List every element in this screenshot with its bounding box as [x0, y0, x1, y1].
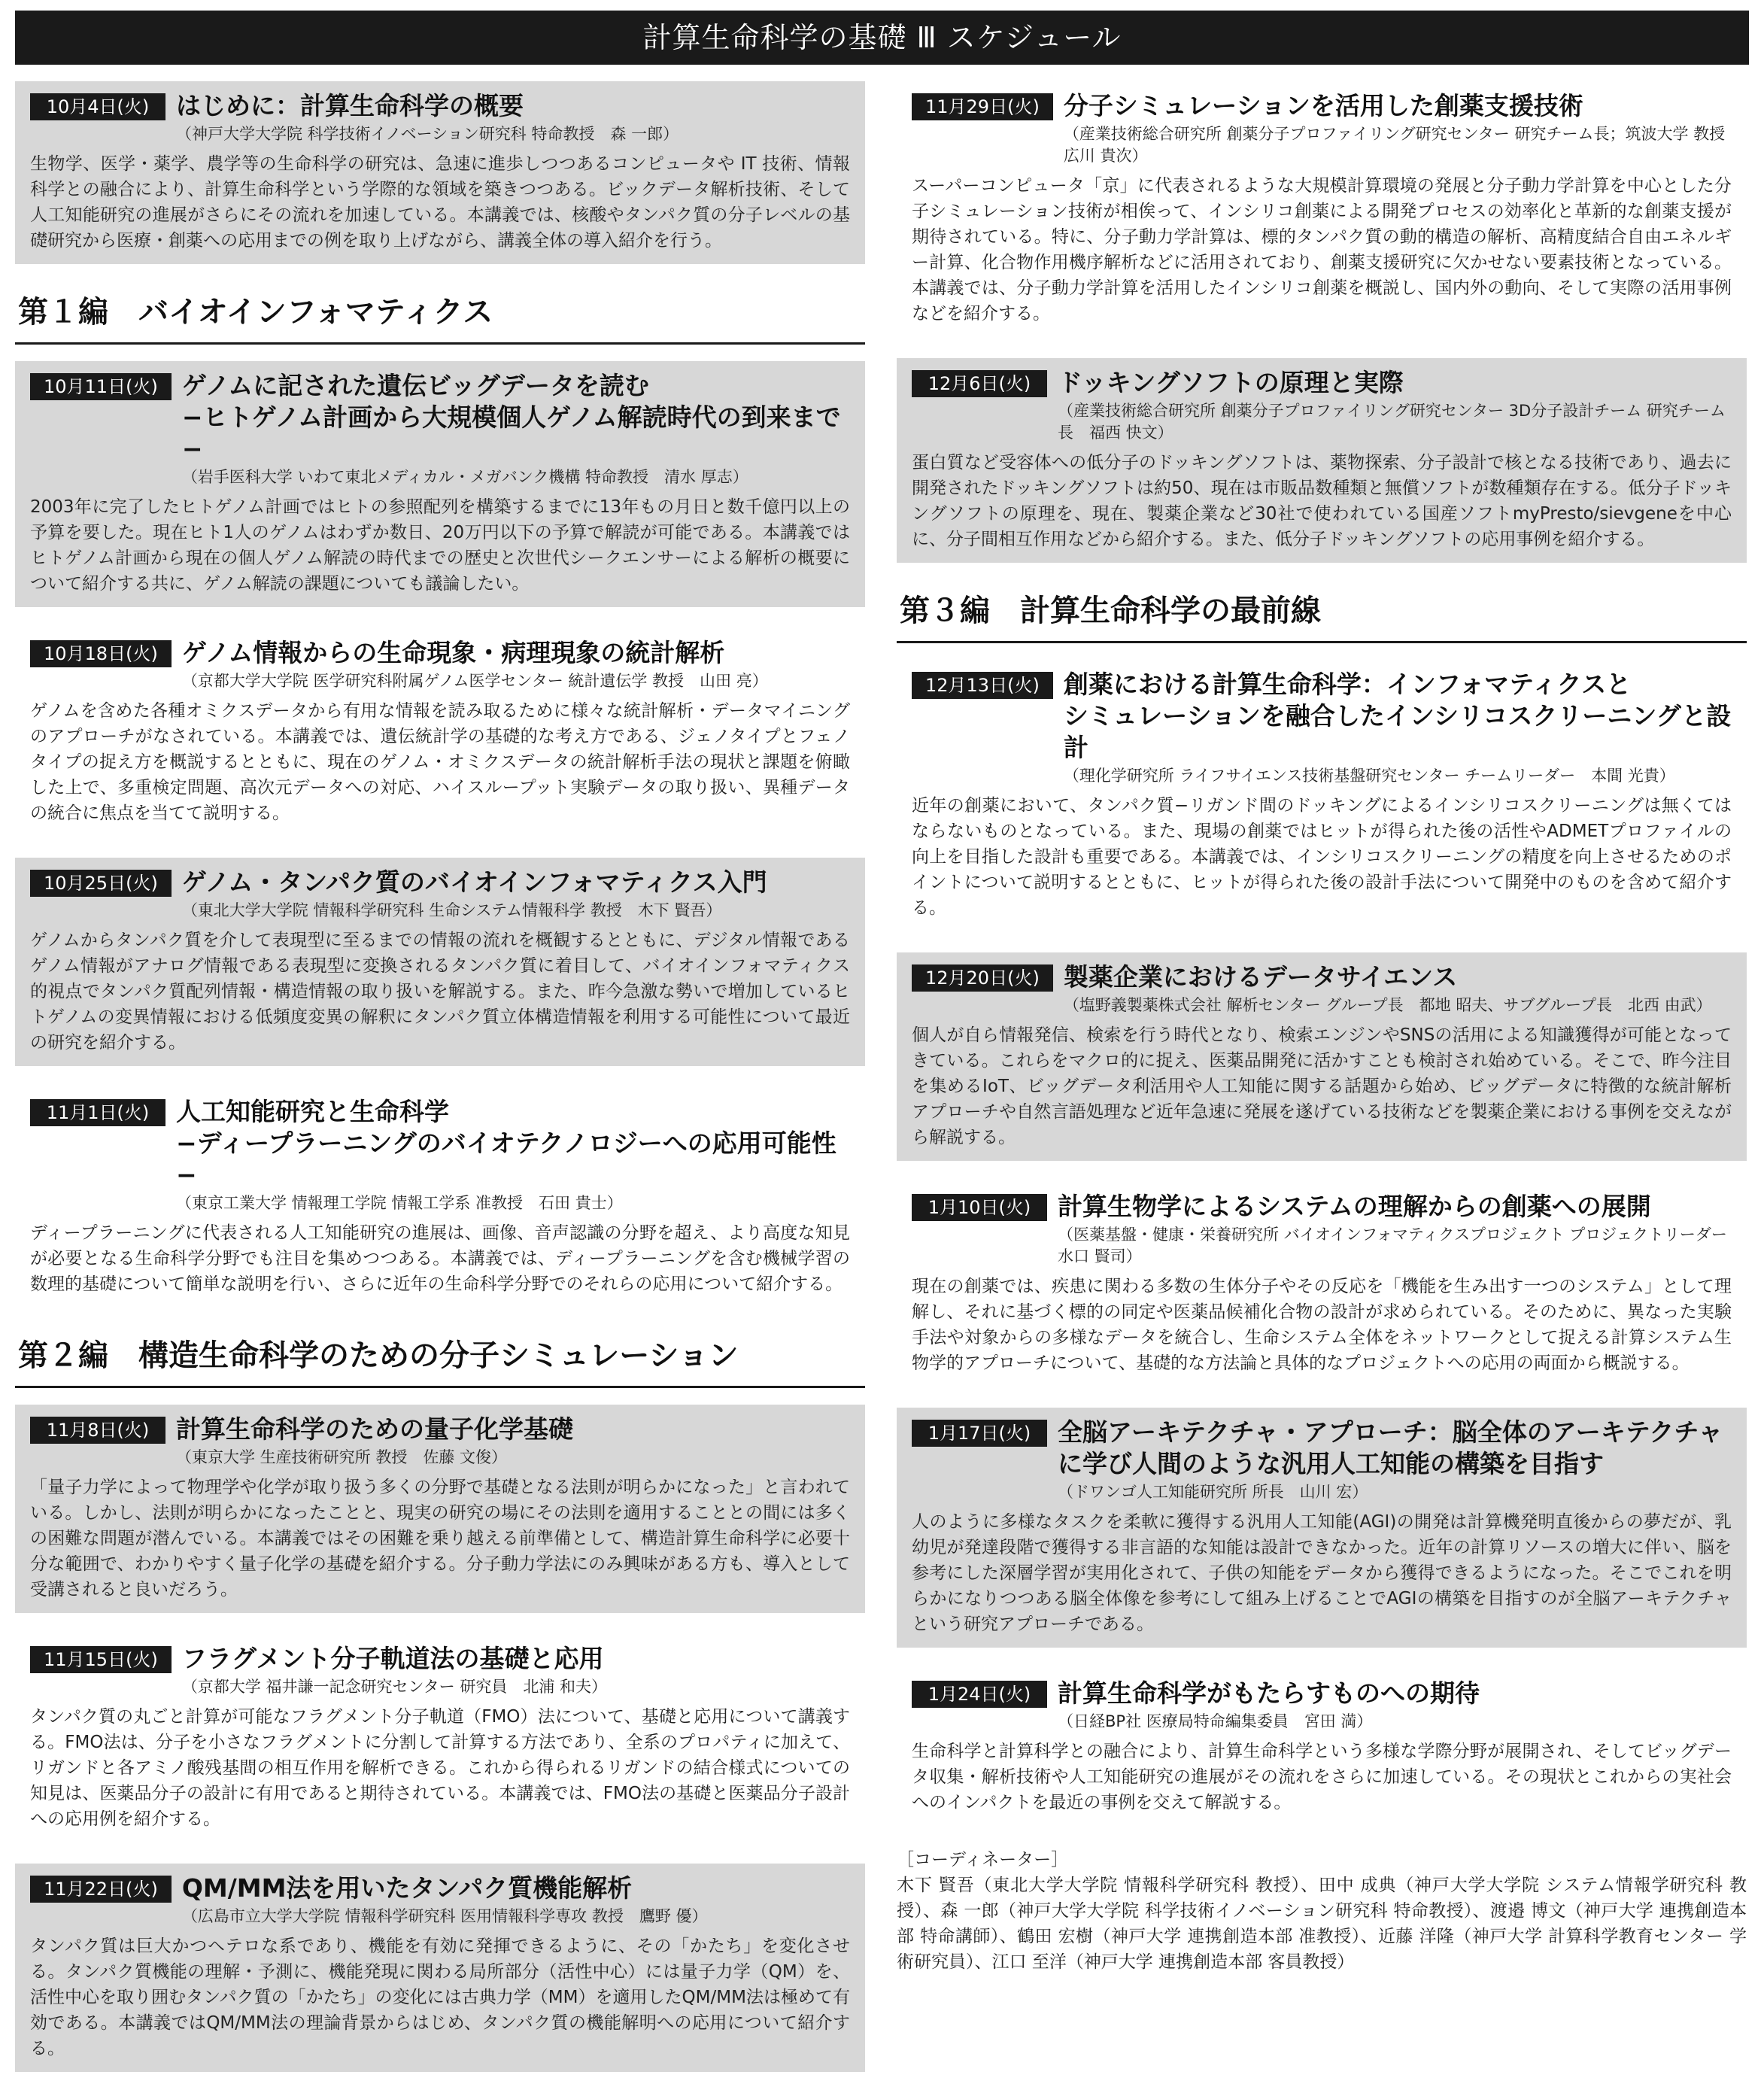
lecture-block	[897, 1408, 1747, 1648]
lecture-titles	[1058, 367, 1732, 444]
lecture-block	[15, 1634, 865, 1842]
lecture-header	[912, 669, 1732, 787]
date-badge: 12月13日(火)	[912, 672, 1053, 699]
date-badge: 1月17日(火)	[912, 1420, 1047, 1447]
lecture-titles	[1063, 90, 1741, 167]
lecturer-affiliation: （東京工業大学 情報理工学院 情報工学系 准教授 石田 貴士）	[176, 1194, 623, 1212]
lecture-subtitle: シミュレーションを融合したインシリコスクリーニングと設計	[1063, 701, 1732, 762]
lecture-title-main: 人工知能研究と生命科学	[176, 1097, 449, 1126]
lecture-block	[897, 1182, 1747, 1387]
lecture-titles	[1064, 961, 1732, 1016]
coordinator-label: ［コーディネーター］	[897, 1850, 1069, 1870]
lecturer-affiliation: （産業技術総合研究所 創薬分子プロファイリング研究センター 3D分子設計チーム 研究チーム長 福西 快文）	[1058, 402, 1726, 442]
lecturer-affiliation: （塩野義製薬株式会社 解析センター グループ長 都地 昭夫、サブグループ長 北西 由武）	[1063, 996, 1712, 1014]
date-badge: 10月11日(火)	[30, 373, 172, 400]
lecture-title	[1058, 1417, 1732, 1480]
lecture-title	[176, 90, 850, 122]
lecturer-affiliation: （医薬基盤・健康・栄養研究所 バイオインフォマティクスプロジェクト プロジェクトリーダー 水口 賢司）	[1058, 1226, 1743, 1265]
lecture-title-main: ゲノムに記された遺伝ビッグデータを読む	[181, 371, 649, 400]
date-badge: 12月20日(火)	[912, 964, 1053, 992]
lecture-header	[30, 370, 850, 488]
lecture-title	[1064, 669, 1732, 764]
lecture-block	[15, 628, 865, 837]
lecture-title	[182, 1643, 850, 1675]
date-badge: 11月22日(火)	[30, 1876, 172, 1903]
lecture-description: 個人が自ら情報発信、検索を行う時代となり、検索エンジンやSNSの活用による知識獲得が可能となってきている。これらをマクロ的に捉え、医薬品開発に活かすことも検討され始めている。そこで、昨今注目を集めるIoT、ビッグデータ利活用や人工知能に関する話題から始め、ビッグデータに特徴的な統計解析アプローチや自然言語処理など近年急速に発展を遂げている技術などを製薬企業における事例を交えながら解説する。	[912, 1025, 1732, 1147]
lecture-header	[912, 1417, 1732, 1503]
lecturer-affiliation: （日経BP社 医療局特命編集委員 宮田 満）	[1058, 1712, 1373, 1730]
lecture-block	[15, 1864, 865, 2072]
coordinator-list: 木下 賢吾（東北大学大学院 情報科学研究科 教授）、田中 成典（神戸大学大学院 システム情報学研究科 教授）、森 一郎（神戸大学大学院 科学技術イノベーション研究科 特命教授）、渡邉 博文（神戸大学 連携創造本部 特命講師）、鶴田 宏樹（神戸大学 連携創造本部 准教授）、近藤 洋隆（神戸大学 計算科学教育センター 学術研究員）、江口 至洋（神戸大学 連携創造本部 客員教授）	[897, 1876, 1747, 1972]
lecture-titles	[1058, 1191, 1743, 1268]
lecturer-affiliation: （京都大学大学院 医学研究科附属ゲノム医学センター 統計遺伝学 教授 山田 亮）	[181, 672, 768, 690]
lecture-titles	[176, 90, 850, 145]
date-badge: 10月18日(火)	[30, 640, 172, 667]
lecture-title-main: 計算生命科学がもたらすものへの期待	[1058, 1678, 1480, 1708]
lecture-header	[912, 367, 1732, 444]
lecture-title	[1058, 367, 1732, 399]
lecture-header	[912, 1191, 1743, 1268]
lecture-header	[30, 867, 850, 922]
date-badge: 11月15日(火)	[30, 1646, 172, 1673]
lecture-block	[15, 1087, 865, 1308]
lecture-title-main: 全脳アーキテクチャ・アプローチ：脳全体のアーキテクチャ	[1058, 1417, 1723, 1447]
lecture-title	[1058, 1191, 1732, 1223]
date-badge: 10月25日(火)	[30, 870, 172, 897]
date-badge: 12月6日(火)	[912, 370, 1047, 397]
lecture-description: 蛋白質など受容体への低分子のドッキングソフトは、薬物探索、分子設計で核となる技術であり、過去に開発されたドッキングソフトは約50、現在は市販品数種類と無償ソフトが数種類存在する。低分子ドッキングソフトの原理を、現在、製薬企業など30社で使われている国産ソフトmyPresto/sievgeneを中心に、分子間相互作用などから紹介する。また、低分子ドッキングソフトの応用事例を紹介する。	[912, 453, 1732, 549]
lecture-header	[30, 90, 850, 145]
lecture-header	[30, 1643, 850, 1698]
lecture-block	[15, 361, 865, 607]
lecture-title	[182, 867, 850, 898]
lecturer-affiliation: （岩手医科大学 いわて東北メディカル・メガバンク機構 特命教授 清水 厚志）	[181, 468, 748, 486]
lecture-description: 人のように多様なタスクを柔軟に獲得する汎用人工知能(AGI)の開発は計算機発明直後からの夢だが、乳幼児が発達段階で獲得する非言語的な知能は設計できなかった。近年の計算リソースの増大に伴い、脳を参考にした深層学習が実用化されて、子供の知能をデータから獲得できるようになった。そこでこれを明らかになりつつある脳全体像を参考にして組み上げることでAGIの構築を目指すのが全脳アーキテクチャという研究アプローチである。	[912, 1512, 1732, 1634]
lecture-header	[912, 1678, 1732, 1733]
lecture-title-main: はじめに：計算生命科学の概要	[176, 91, 524, 120]
left-column	[15, 81, 865, 2093]
lecture-title-main: 分子シミュレーションを活用した創薬支援技術	[1063, 91, 1583, 120]
lecture-description: ディープラーニングに代表される人工知能研究の進展は、画像、音声認識の分野を超え、より高度な知見が必要となる生命科学分野でも注目を集めつつある。本講義では、ディープラーニングを含む機械学習の数理的基礎について簡単な説明を行い、さらに近年の生命科学分野でのそれらの応用について紹介する。	[30, 1223, 850, 1294]
lecture-titles	[176, 1414, 850, 1469]
lecturer-affiliation: （東北大学大学院 情報科学研究科 生命システム情報科学 教授 木下 賢吾）	[181, 901, 722, 919]
lecture-title-main: ドッキングソフトの原理と実際	[1058, 368, 1404, 397]
lecture-description: 現在の創薬では、疾患に関わる多数の生体分子やその反応を「機能を生み出す一つのシステム」として理解し、それに基づく標的の同定や医薬品候補化合物の設計が求められている。そのために、異なった実験手法や対象からの多様なデータを統合し、生命システム全体をネットワークとして捉える計算システム生物学的アプローチについて、基礎的な方法論と具体的なプロジェクトへの応用の両面から概説する。	[912, 1277, 1732, 1373]
lecture-titles	[182, 867, 850, 922]
lecture-title	[1058, 1678, 1732, 1709]
lecture-subtitle: −ディープラーニングのバイオテクノロジーへの応用可能性−	[176, 1129, 836, 1189]
right-column	[897, 81, 1747, 1975]
lecture-block	[897, 358, 1747, 563]
lecture-title	[182, 637, 850, 669]
page-title: 計算生命科学の基礎 Ⅲ スケジュール	[15, 11, 1749, 65]
lecturer-affiliation: （理化学研究所 ライフサイエンス技術基盤研究センター チームリーダー 本間 光貴）	[1063, 767, 1675, 785]
lecture-description: 「量子力学によって物理学や化学が取り扱う多くの分野で基礎となる法則が明らかになった」と言われている。しかし、法則が明らかになったことと、現実の研究の場にその法則を適用することとの間には多くの困難な問題が潜んでいる。本講義ではその困難を乗り越える前準備として、構造計算生命科学に必要十分な範囲で、わかりやすく量子化学の基礎を紹介する。分子動力学法にのみ興味がある方も、導入として受講されると良いだろう。	[30, 1478, 850, 1599]
lecturer-affiliation: （ドワンゴ人工知能研究所 所長 山川 宏）	[1058, 1483, 1368, 1501]
date-badge: 11月8日(火)	[30, 1417, 165, 1444]
lecture-header	[30, 1873, 850, 1927]
lecturer-affiliation: （京都大学 福井謙一記念研究センター 研究員 北浦 和夫）	[181, 1678, 607, 1696]
right-column-items	[897, 81, 1747, 1826]
date-badge: 1月10日(火)	[912, 1194, 1047, 1221]
lecture-title	[176, 1096, 850, 1191]
lecture-title-main: ゲノム情報からの生命現象・病理現象の統計解析	[181, 638, 725, 667]
lecture-subtitle: に学び人間のような汎用人工知能の構築を目指す	[1058, 1449, 1604, 1478]
lecture-titles	[182, 370, 850, 488]
lecture-header	[912, 90, 1741, 167]
lecture-description: ゲノムからタンパク質を介して表現型に至るまでの情報の流れを概観するとともに、デジタル情報であるゲノム情報がアナログ情報である表現型に変換されるタンパク質に着目して、バイオインフォマティクス的視点でタンパク質配列情報・構造情報の取り扱いを解説する。また、昨今急激な勢いで増加しているヒトゲノムの変異情報における低頻度変異の解釈にタンパク質立体構造情報を利用する可能性について最近の研究を紹介する。	[30, 931, 850, 1053]
part-heading: 第１編 バイオインフォマティクス	[15, 285, 865, 345]
lecture-title	[1064, 90, 1732, 122]
lecture-block	[15, 1405, 865, 1613]
lecture-block	[897, 1669, 1747, 1826]
lecture-title	[182, 370, 850, 465]
lecture-block	[15, 81, 865, 264]
lecture-title-main: 計算生物学によるシステムの理解からの創薬への展開	[1058, 1192, 1651, 1221]
lecture-title-main: 製薬企業におけるデータサイエンス	[1063, 962, 1458, 992]
lecture-block	[897, 952, 1747, 1161]
lecture-titles	[182, 1643, 850, 1698]
lecture-header	[30, 637, 850, 692]
lecture-titles	[182, 637, 850, 692]
lecture-description: ゲノムを含めた各種オミクスデータから有用な情報を読み取るために様々な統計解析・データマイニングのアプローチがなされている。本講義では、遺伝統計学の基礎的な考え方である、ジェノタイプとフェノタイプの捉え方を概説するとともに、現在のゲノム・オミクスデータの統計解析手法の現状と課題を俯瞰した上で、多重検定問題、高次元データへの対応、ハイスループット実験データの取り扱い、異種データの統合に焦点を当てて説明する。	[30, 701, 850, 823]
date-badge: 1月24日(火)	[912, 1681, 1047, 1708]
lecture-titles	[1058, 1678, 1732, 1733]
lecture-title-main: フラグメント分子軌道法の基礎と応用	[181, 1644, 604, 1673]
part-heading: 第３編 計算生命科学の最前線	[897, 584, 1747, 643]
lecture-description: 生物学、医学・薬学、農学等の生命科学の研究は、急速に進歩しつつあるコンピュータや IT 技術、情報科学との融合により、計算生命科学という学際的な領域を築きつつある。ビックデータ解析技術、そして人工知能研究の進展がさらにその流れを加速している。本講義では、核酸やタンパク質の分子レベルの基礎研究から医療・創薬への応用までの例を取り上げながら、講義全体の導入紹介を行う。	[30, 154, 850, 251]
lecture-title	[182, 1873, 850, 1904]
lecture-block	[15, 858, 865, 1066]
lecturer-affiliation: （産業技術総合研究所 創薬分子プロファイリング研究センター 研究チーム長；筑波大学 教授 広川 貴次）	[1063, 125, 1741, 165]
lecture-block	[897, 81, 1747, 337]
lecture-description: スーパーコンピュータ「京」に代表されるような大規模計算環境の発展と分子動力学計算を中心とした分子シミュレーション技術が相俟って、インシリコ創薬による開発プロセスの効率化と革新的な創薬支援が期待されている。特に、分子動力学計算は、標的タンパク質の動的構造の解析、高精度結合自由エネルギー計算、化合物作用機序解析などに活用されており、創薬支援研究に欠かせない要素技術となっている。本講義では、分子動力学計算を活用したインシリコ創薬を概説し、国内外の動向、そして実際の活用事例などを紹介する。	[912, 176, 1732, 324]
lecture-titles	[182, 1873, 850, 1927]
part-heading: 第２編 構造生命科学のための分子シミュレーション	[15, 1329, 865, 1388]
lecture-title	[176, 1414, 850, 1445]
lecture-description: 近年の創薬において、タンパク質−リガンド間のドッキングによるインシリコスクリーニングは無くてはならないものとなっている。また、現場の創薬ではヒットが得られた後の活性やADMETプロファイルの向上を目指した設計も重要である。本講義では、インシリコスクリーニングの精度を向上させるためのポイントについて説明するとともに、ヒットが得られた後の設計手法について開発中のものを含めて紹介する。	[912, 796, 1732, 918]
lecture-title-main: ゲノム・タンパク質のバイオインフォマティクス入門	[181, 867, 767, 897]
lecture-titles	[1064, 669, 1732, 787]
lecturer-affiliation: （神戸大学大学院 科学技術イノベーション研究科 特命教授 森 一郎）	[176, 125, 679, 143]
date-badge: 11月29日(火)	[912, 93, 1053, 120]
lecture-header	[30, 1096, 850, 1214]
date-badge: 10月4日(火)	[30, 93, 165, 120]
lecture-subtitle: −ヒトゲノム計画から大規模個人ゲノム解読時代の到来まで−	[181, 402, 841, 463]
lecture-titles	[176, 1096, 850, 1214]
lecture-description: タンパク質の丸ごと計算が可能なフラグメント分子軌道（FMO）法について、基礎と応用について講義する。FMO法は、分子を小さなフラグメントに分割して計算する方法であり、全系のプロパティに加えて、リガンドと各アミノ酸残基間の相互作用を解析できる。これから得られるリガンドの結合様式についての知見は、医薬品分子の設計に有用であると期待されている。本講義では、FMO法の基礎と医薬品分子設計への応用例を紹介する。	[30, 1707, 850, 1829]
date-badge: 11月1日(火)	[30, 1099, 165, 1126]
lecture-description: 生命科学と計算科学との融合により、計算生命科学という多様な学際分野が展開され、そしてビッグデータ収集・解析技術や人工知能研究の進展がその流れをさらに加速している。その現状とこれからの実社会へのインパクトを最近の事例を交えて解説する。	[912, 1742, 1732, 1812]
lecture-header	[912, 961, 1732, 1016]
lecture-title-main: 創薬における計算生命科学：インフォマティクスと	[1063, 670, 1632, 699]
lecture-title	[1064, 961, 1732, 993]
lecture-titles	[1058, 1417, 1732, 1503]
lecture-header	[30, 1414, 850, 1469]
lecture-description: 2003年に完了したヒトゲノム計画ではヒトの参照配列を構築するまでに13年もの月日と数千億円以上の予算を要した。現在ヒト1人のゲノムはわずか数日、20万円以下の予算で解読が可能である。本講義ではヒトゲノム計画から現在の個人ゲノム解読の時代までの歴史と次世代シークエンサーによる解析の概要について紹介する共に、ゲノム解読の課題についても議論したい。	[30, 497, 850, 594]
lecture-description: タンパク質は巨大かつヘテロな系であり、機能を有効に発揮できるように、その「かたち」を変化させる。タンパク質機能の理解・予測に、機能発現に関わる局所部分（活性中心）には量子力学（QM）を、活性中心を取り囲むタンパク質の「かたち」の変化には古典力学（MM）を適用したQM/MM法は極めて有効である。本講義ではQM/MM法の理論背景からはじめ、タンパク質の機能解明への応用について紹介する。	[30, 1937, 850, 2058]
lecture-block	[897, 660, 1747, 931]
lecturer-affiliation: （広島市立大学大学院 情報科学研究科 医用情報科学専攻 教授 鷹野 優）	[181, 1907, 708, 1925]
lecturer-affiliation: （東京大学 生産技術研究所 教授 佐藤 文俊）	[176, 1448, 508, 1466]
lecture-title-main: QM/MM法を用いたタンパク質機能解析	[181, 1873, 633, 1903]
lecture-title-main: 計算生命科学のための量子化学基礎	[176, 1414, 573, 1444]
